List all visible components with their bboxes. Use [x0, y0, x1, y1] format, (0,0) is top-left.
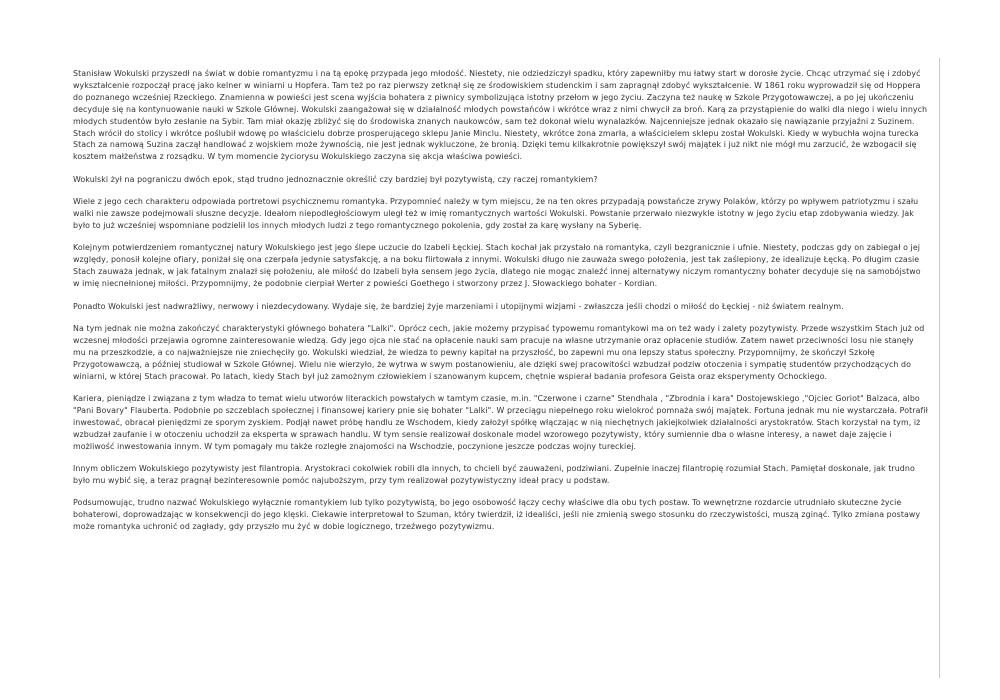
- paragraph-career-money: Kariera, pieniądze i związana z tym władza to temat wielu utworów literackich powstałych w tamtym czasie, m.in. "Czerwone i czarne" Stendhala , "Zbrodnia i kara" Dostojewskiego ,"Ojciec Goriot" Balzaca, albo "Pani Bovary" Flauberta. Podobnie po szczeblach społecznej i finansowej kariery pnie się bohater "Lalki". W przeciągu niepełnego roku wielokroć pomnaża swój majątek. Fortuna jednak mu nie wystarczała. Potrafił inwestować, obracał pieniędzmi ze sporym zyskiem. Podjął nawet próbę handlu ze Wschodem, kiedy założył spółkę włączając w nią niechętnych jakiejkolwiek działalności arystokratów. Stach korzystał na tym, iż wzbudzał zaufanie i w otoczeniu uchodził za eksperta w sprawach handlu. W tym sensie realizował doskonale model wzorowego pozytywisty, który sumiennie dba o własne interesy, a nawet daje zajęcie i możliwość inwestowania innym. W tym pomagały mu także rozległe znajomości na Wschodzie, poczynione jeszcze podczas wojny tureckiej.: [73, 393, 928, 451]
- paragraph-philanthropy: Innym obliczem Wokulskiego pozytywisty jest filantropia. Arystokraci cokolwiek robili dla innych, to chcieli być zauważeni, podziwiani. Zupełnie inaczej filantropię rozumiał Stach. Pamiętał doskonale, jak trudno było mu wybić się, a teraz pragnął bezinteresownie pomóc najuboższym, przy tym realizował pozytywistyczny ideał pracy u podstaw.: [73, 463, 915, 485]
- paragraph-summary: Podsumowując, trudno nazwać Wokulskiego wyłącznie romantykiem lub tylko pozytywistą, bo jego osobowość łączy cechy właściwe dla obu tych postaw. To wewnętrzne rozdarcie utrudniało skuteczne życie bohaterowi, doprowadzając w konsekwencji do jego klęski. Ciekawie interpretował to Szuman, który twierdził, iż idealiści, jeśli nie zmienią swego stosunku do rzeczywistości, muszą zginąć. Tylko zmiana postawy może romantyka uchronić od zagłady, gdy przyszło mu żyć w dobie logicznego, trzeźwego pozytywizmu.: [73, 498, 921, 532]
- paragraph-wokulski-biography: Stanisław Wokulski przyszedł na świat w dobie romantyzmu i na tą epokę przypada jego młodość. Niestety, nie odziedziczył spadku, który zapewniłby mu łatwy start w dorosłe życie. Chcąc utrzymać się i zdobyć wykształcenie rozpoczął pracę jako kelner w winiarni u Hopfera. Tam też po raz pierwszy zetknął się ze środowiskiem studenckim i sam zapragnął zdobyć wykształcenie. W 1861 roku wyprowadził się od Hoppera do poznanego wcześniej Rzeckiego. Znamienna w powieści jest scena wyjścia bohatera z piwnicy symbolizująca istotny przełom w jego życiu. Zaczyna też naukę w Szkole Przygotowawczej, a po jej ukończeniu decyduje się na kontynuowanie nauki w Szkole Głównej. Wokulski zaangażował się w działalność młodych powstańców i wkrótce wraz z nimi chwycił za broń. Karą za przystąpienie do walki dla niego i wielu innych młodych studentów było zesłanie na Sybir. Tam miał okazję zbliżyć się do środowiska znanych naukowców, sam też dokonał wielu wynalazków. Najcenniejsze jednak okazało się nawiązanie przyjaźni z Suzinem. Stach wrócił do stolicy i wkrótce poślubił wdowę po właścicielu dobrze prosperującego sklepu Janie Minclu. Niestety, wkrótce żona zmarła, a właścicielem sklepu został Wokulski. Kiedy w wybuchła wojna turecka Stach za namową Suzina zaczął handlować z wojskiem może żywnością, nie jest jednak wykluczone, że bronią. Dzięki temu kilkakrotnie powiększył swój majątek i już nikt nie mógł mu zarzucić, że wzbogacił się kosztem małżeństwa z rozsądku. W tym momencie życiorysu Wokulskiego zaczyna się akcja właściwa powieści.: [73, 69, 928, 162]
- paragraph-question: Wokulski żył na pograniczu dwóch epok, stąd trudno jednoznacznie określić czy bardziej był pozytywistą, czy raczej romantykiem?: [73, 174, 598, 184]
- document-page: [55, 58, 940, 678]
- paragraph-positivist-traits: Na tym jednak nie można zakończyć charakterystyki głównego bohatera "Lalki". Oprócz cech, jakie możemy przypisać typowemu romantykowi ma on też wady i zalety pozytywisty. Przede wszystkim Stach już od wczesnej młodości przejawia ogromne zainteresowanie wiedzą. Gdy jego ojca nie stać na opłacenie nauki sam pracuje na własne utrzymanie oraz opłacenie studiów. Zatem nawet przeciwności losu nie stanęły mu na przeszkodzie, a co najważniejsze nie zniechęciły go. Wokulski wiedział, że wiedza to pewny kapitał na przyszłość, bo zapewni mu ona lepszy status społeczny. Przypomnijmy, że skończył Szkołę Przygotowawczą, a później studiował w Szkole Głównej. Wielu nie wierzyło, że wytrwa w swym postanowieniu, ale dzięki swej pracowitości wzbudzał podziw otoczenia i sympatię studentów przychodzących do winiarni, w której Stach pracował. Po latach, kiedy Stach był już zamożnym człowiekiem i szanowanym kupcem, chętnie wspierał badania profesora Geista oraz eksperymenty Ochockiego.: [73, 323, 925, 381]
- document-body: [73, 68, 928, 544]
- paragraph-romantic-traits: Wiele z jego cech charakteru odpowiada portretowi psychicznemu romantyka. Przypomnieć należy w tym miejscu, że na ten okres przypadają powstańcze zrywy Polaków, którzy po wpływem patriotyzmu i szału walki nie zawsze podejmowali słuszne decyzje. Ideałom niepodległościowym uległ też w imię romantycznych wartości Wokulski. Powstanie przerwało niezwykle istotny w jego życiu etap zdobywania wiedzy. Jak było to już wcześniej wspomniane podzielił los innych młodych ludzi z tego romantycznego pokolenia, gdy został za karę wysłany na Syberię.: [73, 197, 919, 230]
- paragraph-sensitivity: Ponadto Wokulski jest nadwrażliwy, nerwowy i niezdecydowany. Wydaje się, że bardziej żyje marzeniami i utopijnymi wizjami - zwłaszcza jeśli chodzi o miłość do Łęckiej - niż światem realnym.: [73, 301, 844, 311]
- paragraph-love-for-izabela: Kolejnym potwierdzeniem romantycznej natury Wokulskiego jest jego ślepe uczucie do Izabeli Łęckiej. Stach kochał jak przystało na romantyka, czyli bezgranicznie i ufnie. Niestety, podczas gdy on zabiegał o jej względy, ponosił kolejne ofiary, poniżał się ona czerpała jedynie satysfakcję, a na boku flirtowała z innymi. Wokulski długo nie zauważa swego położenia, jest tak zaślepiony, że idealizuje Łęcką. Po długim czasie Stach zauważa jednak, w jak fatalnym znalazł się położeniu, ale miłość do Izabeli była sensem jego życia, dlatego nie mogąc znaleźć innej alternatywy niczym romantyczny bohater decyduje się na samobójstwo w imię nieспełnionej miłości. Przypomnijmy, że podobnie cierpiał Werter z powieści Goethego i stworzony przez J. Słowackiego bohater - Kordian.: [73, 243, 921, 289]
